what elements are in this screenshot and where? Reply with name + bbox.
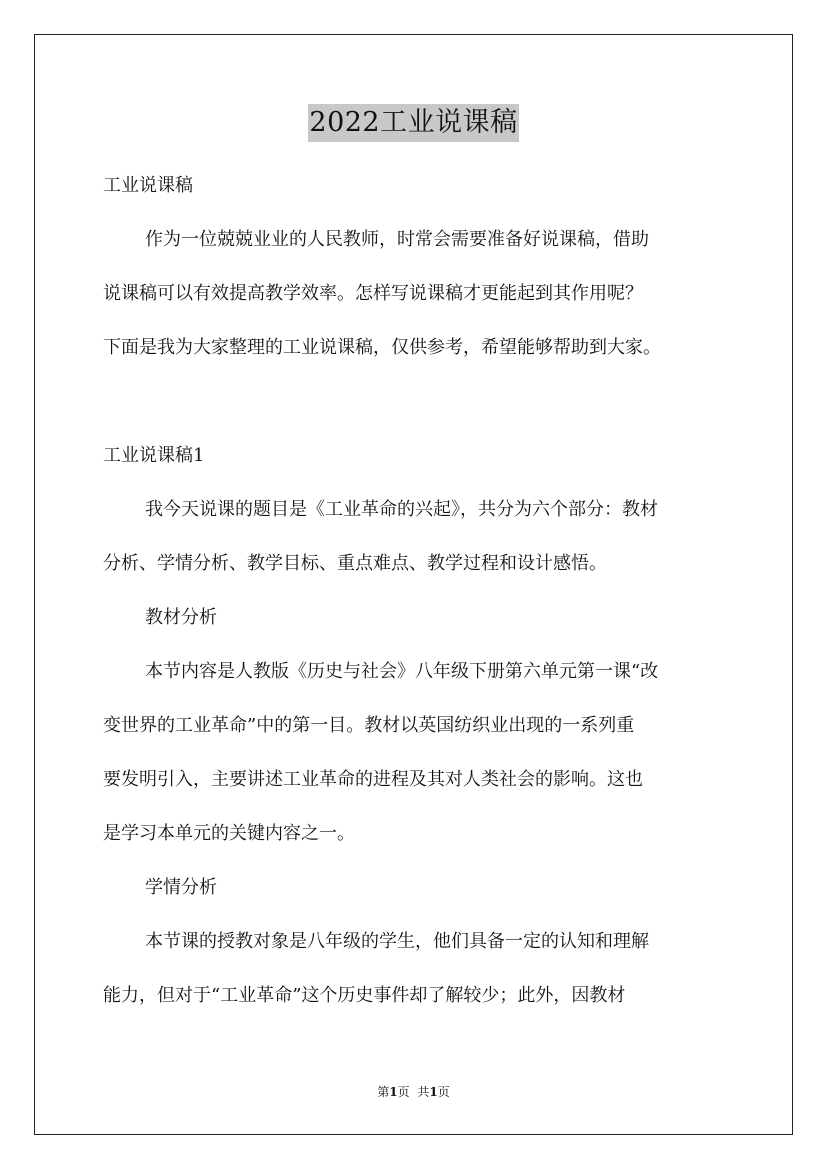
- text-line: 能力，但对于“工业革命”这个历史事件却了解较少；此外，因教材: [103, 985, 626, 1006]
- text-line: 本节课的授教对象是八年级的学生，他们具备一定的认知和理解: [145, 931, 649, 952]
- text-line: 工业说课稿: [103, 175, 193, 196]
- text-line: 分析、学情分析、教学目标、重点难点、教学过程和设计感悟。: [103, 553, 607, 574]
- footer-page-prefix: 第: [377, 1085, 390, 1099]
- text-line: 作为一位兢兢业业的人民教师，时常会需要准备好说课稿，借助: [145, 229, 649, 250]
- text-line: 说课稿可以有效提高教学效率。怎样写说课稿才更能起到其作用呢？: [103, 283, 643, 304]
- footer-page-suffix: 页: [397, 1085, 410, 1099]
- footer-page-number: 1: [389, 1085, 398, 1099]
- text-line: 我今天说课的题目是《工业革命的兴起》，共分为六个部分：教材: [145, 499, 658, 520]
- text-line: 工业说课稿1: [103, 445, 205, 466]
- document-body: [103, 172, 733, 1036]
- text-line: 要发明引入，主要讲述工业革命的进程及其对人类社会的影响。这也: [103, 769, 643, 790]
- footer-total-suffix: 页: [437, 1085, 450, 1099]
- document-title: 2022工业说课稿: [308, 104, 518, 142]
- text-line: 教材分析: [145, 607, 217, 628]
- text-line: 变世界的工业革命”中的第一目。教材以英国纺织业出现的一系列重: [103, 715, 635, 736]
- text-line: 下面是我为大家整理的工业说课稿，仅供参考，希望能够帮助到大家。: [103, 337, 661, 358]
- text-line: 学情分析: [145, 877, 217, 898]
- text-line: 本节内容是人教版《历史与社会》八年级下册第六单元第一课“改: [145, 661, 659, 682]
- footer-total-number: 1: [429, 1085, 438, 1099]
- title-wrap: [0, 104, 827, 142]
- footer-total-prefix: 共: [417, 1085, 430, 1099]
- page-footer: [0, 1084, 827, 1100]
- text-line: 是学习本单元的关键内容之一。: [103, 823, 355, 844]
- text-line: [103, 388, 733, 415]
